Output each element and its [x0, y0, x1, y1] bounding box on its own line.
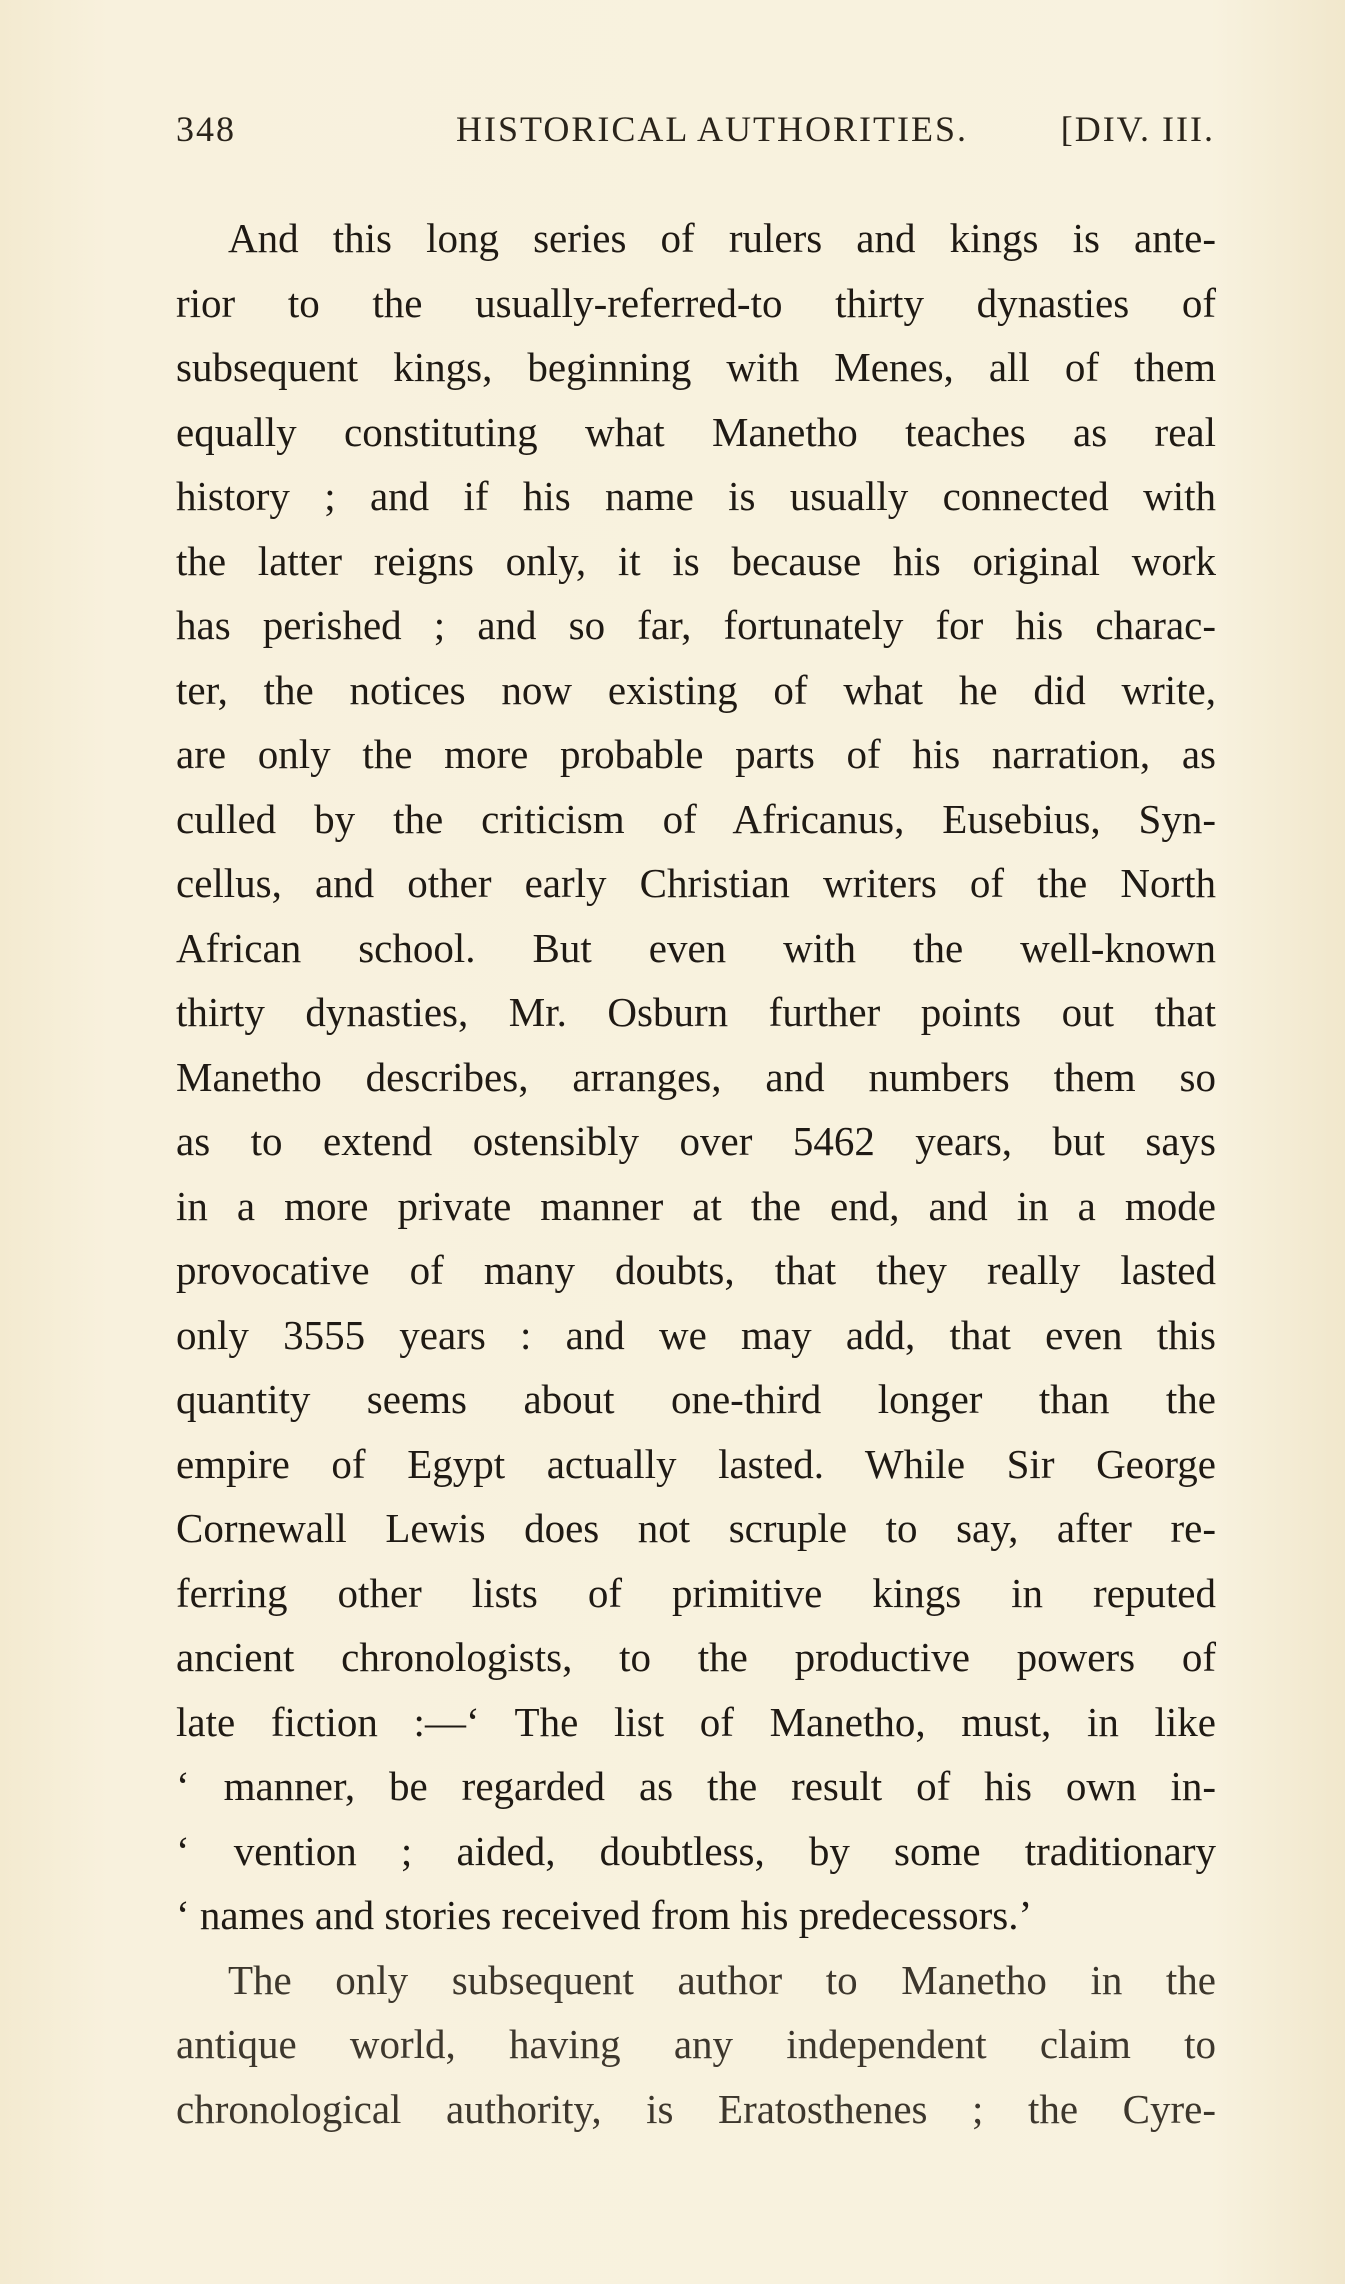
text-line: ‘ names and stories received from his predecessors.’: [176, 1892, 1033, 1938]
text-line: chronological authority, is Eratosthenes ; the Cyre-: [176, 2085, 1216, 2132]
text-line: ‘ manner, be regarded as the result of his own in-: [176, 1763, 1216, 1809]
text-line: in a more private manner at the end, and in a mode: [176, 1182, 1216, 1229]
text-line: culled by the criticism of Africanus, Eusebius, Syn-: [176, 795, 1216, 842]
text-line: The only subsequent author to Manetho in the: [228, 1956, 1216, 2003]
text-line: ferring other lists of primitive kings in reputed: [176, 1569, 1216, 1616]
running-title: HISTORICAL AUTHORITIES.: [456, 109, 968, 149]
text-line: has perished ; and so far, fortunately for his charac-: [176, 602, 1216, 648]
text-line: African school. But even with the well-known: [176, 924, 1216, 971]
division-label: [DIV. III.: [1060, 109, 1215, 149]
text-line: thirty dynasties, Mr. Osburn further points out that: [176, 989, 1216, 1035]
text-line: antique world, having any independent claim to: [176, 2021, 1216, 2067]
text-line: Cornewall Lewis does not scruple to say, after re-: [176, 1505, 1216, 1551]
text-line: the latter reigns only, it is because his original work: [176, 537, 1216, 584]
text-line: cellus, and other early Christian writers of the North: [176, 860, 1216, 906]
text-line: ‘ vention ; aided, doubtless, by some traditionary: [176, 1827, 1216, 1874]
text-line: as to extend ostensibly over 5462 years, but says: [176, 1118, 1216, 1164]
text-line: only 3555 years : and we may add, that even this: [176, 1311, 1216, 1358]
page-header: [176, 108, 1215, 168]
text-line: Manetho describes, arranges, and numbers them so: [176, 1053, 1216, 1100]
text-line: quantity seems about one-third longer than the: [176, 1376, 1216, 1422]
text-line: equally constituting what Manetho teaches as real: [176, 408, 1216, 455]
page-number: 348: [176, 109, 236, 149]
text-line: late fiction :—‘ The list of Manetho, must, in like: [176, 1698, 1216, 1745]
text-line: ancient chronologists, to the productive powers of: [176, 1634, 1216, 1680]
text-line: are only the more probable parts of his narration, as: [176, 731, 1216, 777]
text-line: rior to the usually-referred-to thirty dynasties of: [176, 279, 1216, 326]
text-line: subsequent kings, beginning with Menes, all of them: [176, 344, 1216, 390]
text-line: ter, the notices now existing of what he did write,: [176, 666, 1216, 713]
text-line: And this long series of rulers and kings is ante-: [228, 215, 1216, 261]
text-line: empire of Egypt actually lasted. While Sir George: [176, 1440, 1216, 1487]
text-line: history ; and if his name is usually connected with: [176, 473, 1216, 519]
body-text: [176, 206, 1216, 2141]
text-line: provocative of many doubts, that they really lasted: [176, 1247, 1216, 1293]
